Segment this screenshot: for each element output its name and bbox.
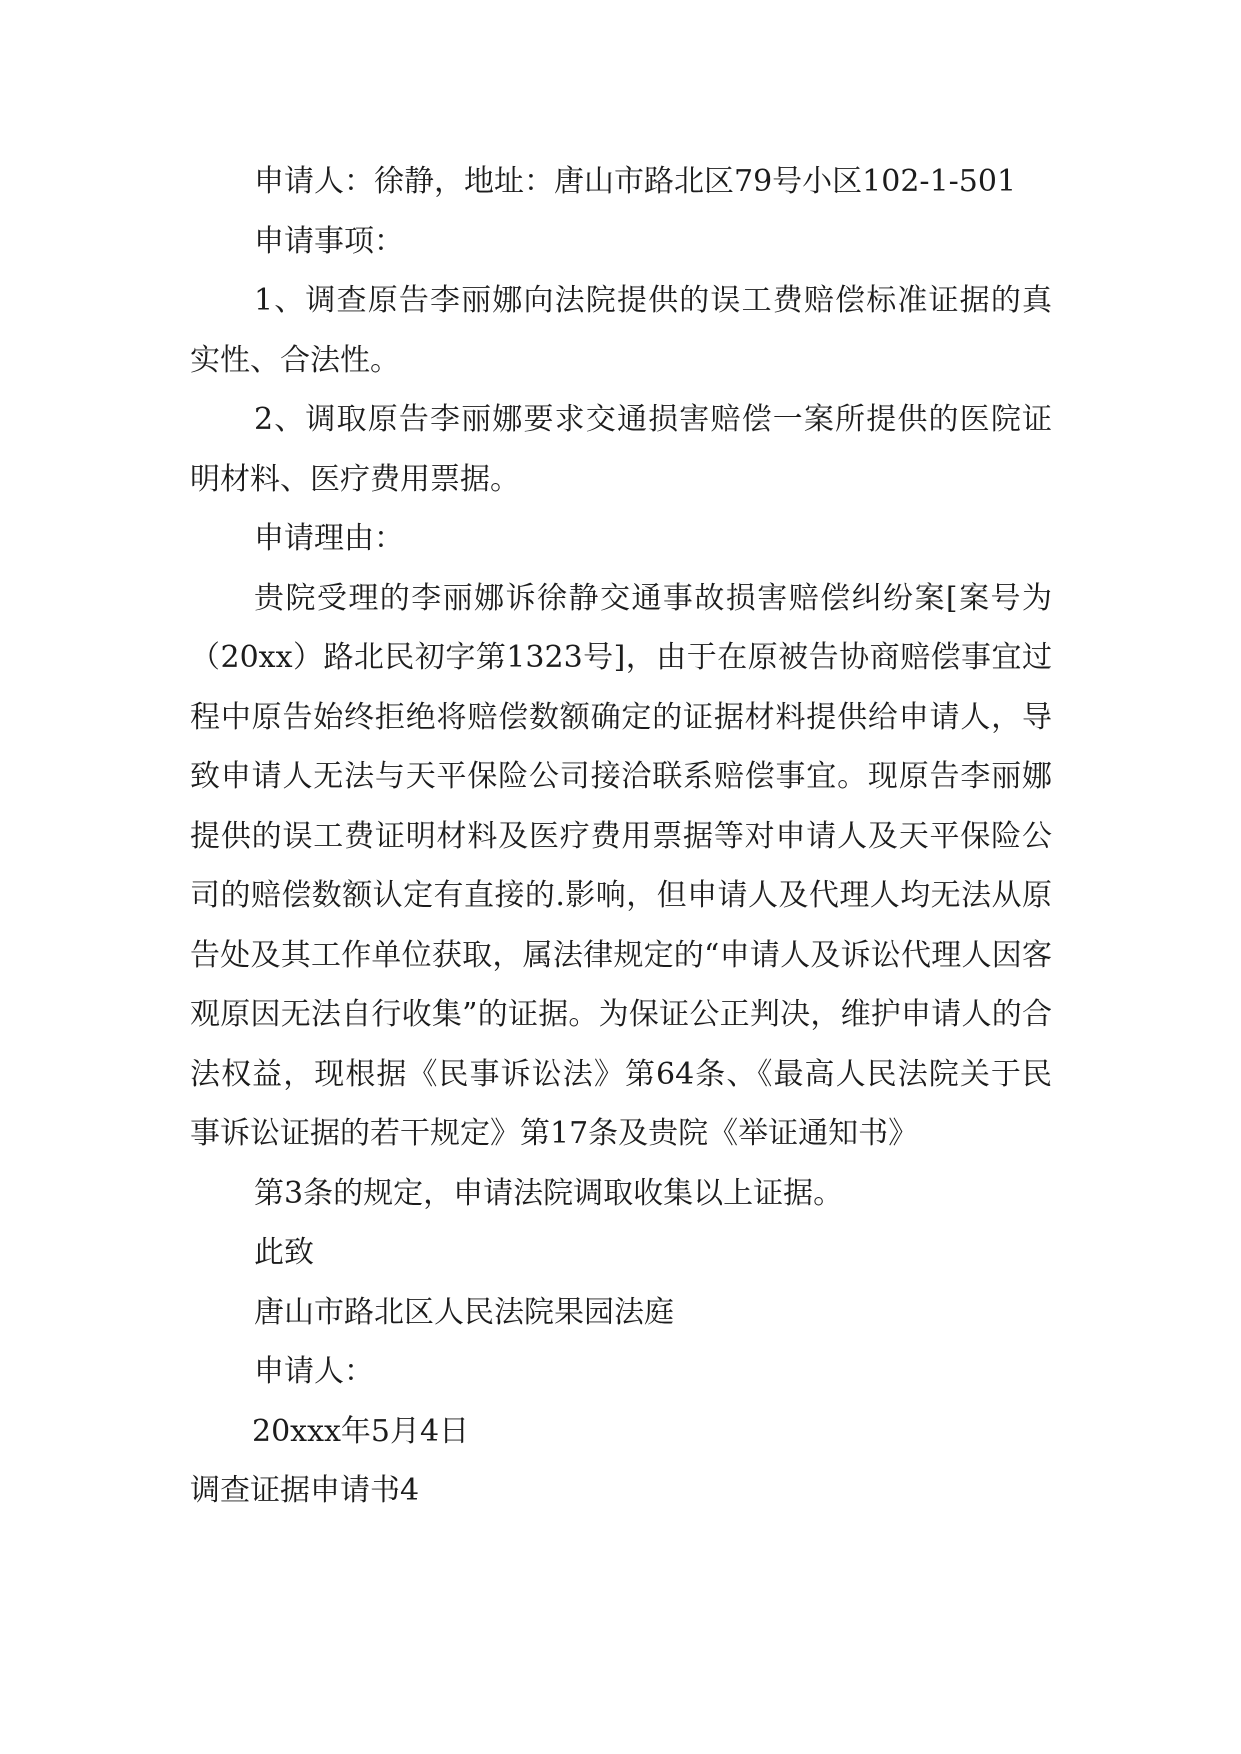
salutation: 此致 bbox=[254, 1235, 314, 1270]
reasons-body: 贵院受理的李丽娜诉徐静交通事故损害赔偿纠纷案[案号为（20xx）路北民初字第1323号]，由于在原被告协商赔偿事宜过程中原告始终拒绝将赔偿数额确定的证据材料提供给申请人，导致申请人无法与天平保险公司接洽联系赔偿事宜。现原告李丽娜提供的误工费证明材料及医疗费用票据等对申请人及天平保险公司的赔偿数额认定有直接的.影响，但申请人及代理人均无法从原告处及其工作单位获取，属法律规定的“申请人及诉讼代理人因客观原因无法自行收集”的证据。为保证公正判决，维护申请人的合法权益，现根据《民事诉讼法》第64条、《最高人民法院关于民事诉讼证据的若干规定》第17条及贵院《举证通知书》 bbox=[190, 580, 1052, 1151]
reasons-heading: 申请理由： bbox=[254, 521, 404, 556]
matter-item-1: 1、调查原告李丽娜向法院提供的误工费赔偿标准证据的真实性、合法性。 bbox=[190, 283, 1052, 378]
matters-heading: 申请事项： bbox=[254, 223, 404, 259]
applicant-line: 申请人：徐静，地址：唐山市路北区79号小区102-1-501 bbox=[254, 164, 1017, 199]
date-line: 20xxx年5月4日 bbox=[252, 1413, 470, 1449]
court-name: 唐山市路北区人民法院果园法庭 bbox=[254, 1294, 674, 1330]
next-document-title: 调查证据申请书4 bbox=[190, 1473, 420, 1508]
reasons-continuation: 第3条的规定，申请法院调取收集以上证据。 bbox=[254, 1175, 844, 1211]
document-body bbox=[190, 152, 1052, 1521]
signature-label: 申请人： bbox=[254, 1354, 374, 1389]
matter-item-2: 2、调取原告李丽娜要求交通损害赔偿一案所提供的医院证明材料、医疗费用票据。 bbox=[190, 402, 1052, 497]
